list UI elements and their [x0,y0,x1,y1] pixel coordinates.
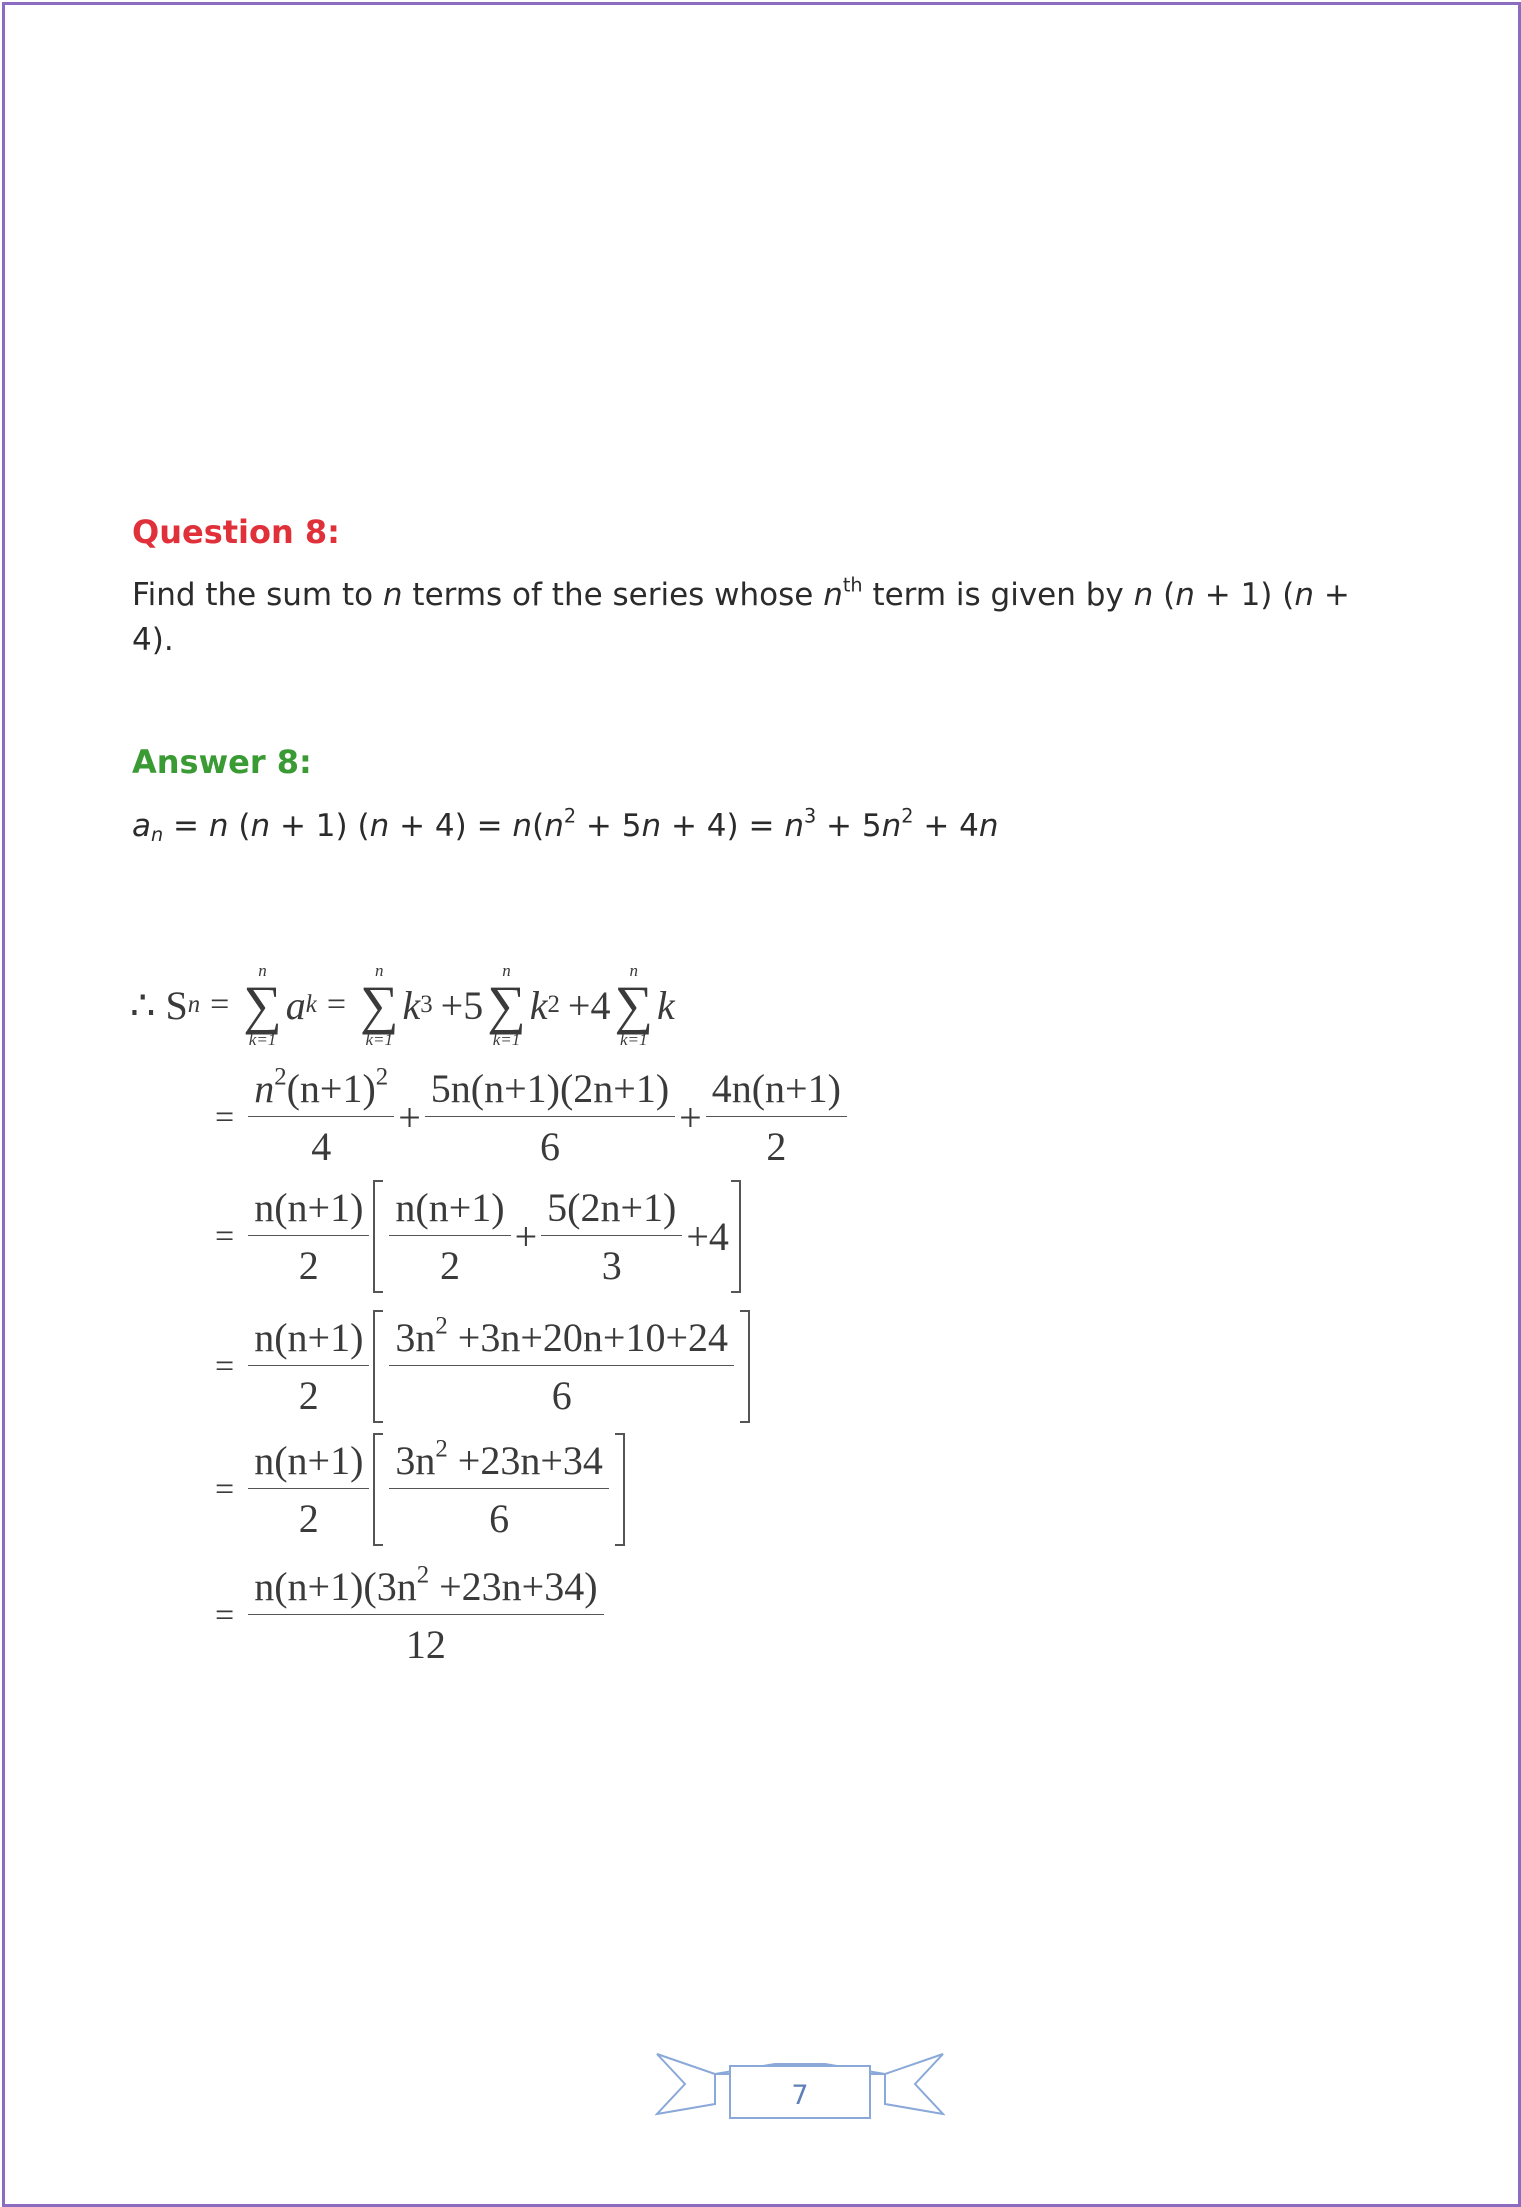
derivation-row-3: = $\frac{n(n+1)}{2}$ $\frac{n(n+1)}{2}$ + $\frac{5(2n+1)}{3}$ +4 [205,1180,741,1293]
question-heading: Question 8: [132,513,340,551]
derivation-row-1: ∴ S n = n ∑ k=1 a k = n ∑ k=1 k 3 +5 n ∑ k=1 k 2 +4 n ∑ k=1 k [130,961,675,1049]
summation-symbol: n ∑ k=1 [360,961,399,1049]
answer-nth-term-line: $a_n = n$ (n + 1) $(n + 4) = n(n^2 + 5n + 4) = n^3 + 5n^2 + 4n$ [132,804,999,846]
derivation-row-4: = $\frac{n(n+1)}{2}$ $\frac{3n^2 +3n+20n+10+24}{6}$ [205,1310,750,1423]
derivation-row-6: = $\frac{n(n+1)(3n^2 +23n+34)}{12}$ [205,1563,608,1668]
derivation-row-5: = $\frac{n(n+1)}{2}$ $\frac{3n^2 +23n+34}{6}$ [205,1433,625,1546]
page-number: 7 [791,2080,809,2111]
summation-symbol: n ∑ k=1 [614,961,653,1049]
question-text: Find the sum to n terms of the series whose $n^{th}$ term is given by n (n + 1) (n + 4). [132,573,1350,658]
summation-symbol: n ∑ k=1 [243,961,282,1049]
answer-heading: Answer 8: [132,743,312,781]
summation-symbol: n ∑ k=1 [487,961,526,1049]
derivation-row-2: = $\frac{n^2(n+1)^2}{4}$ + $\frac{5n(n+1)(2n+1)}{6}$ + $\frac{4n(n+1)}{2}$ [205,1065,851,1170]
